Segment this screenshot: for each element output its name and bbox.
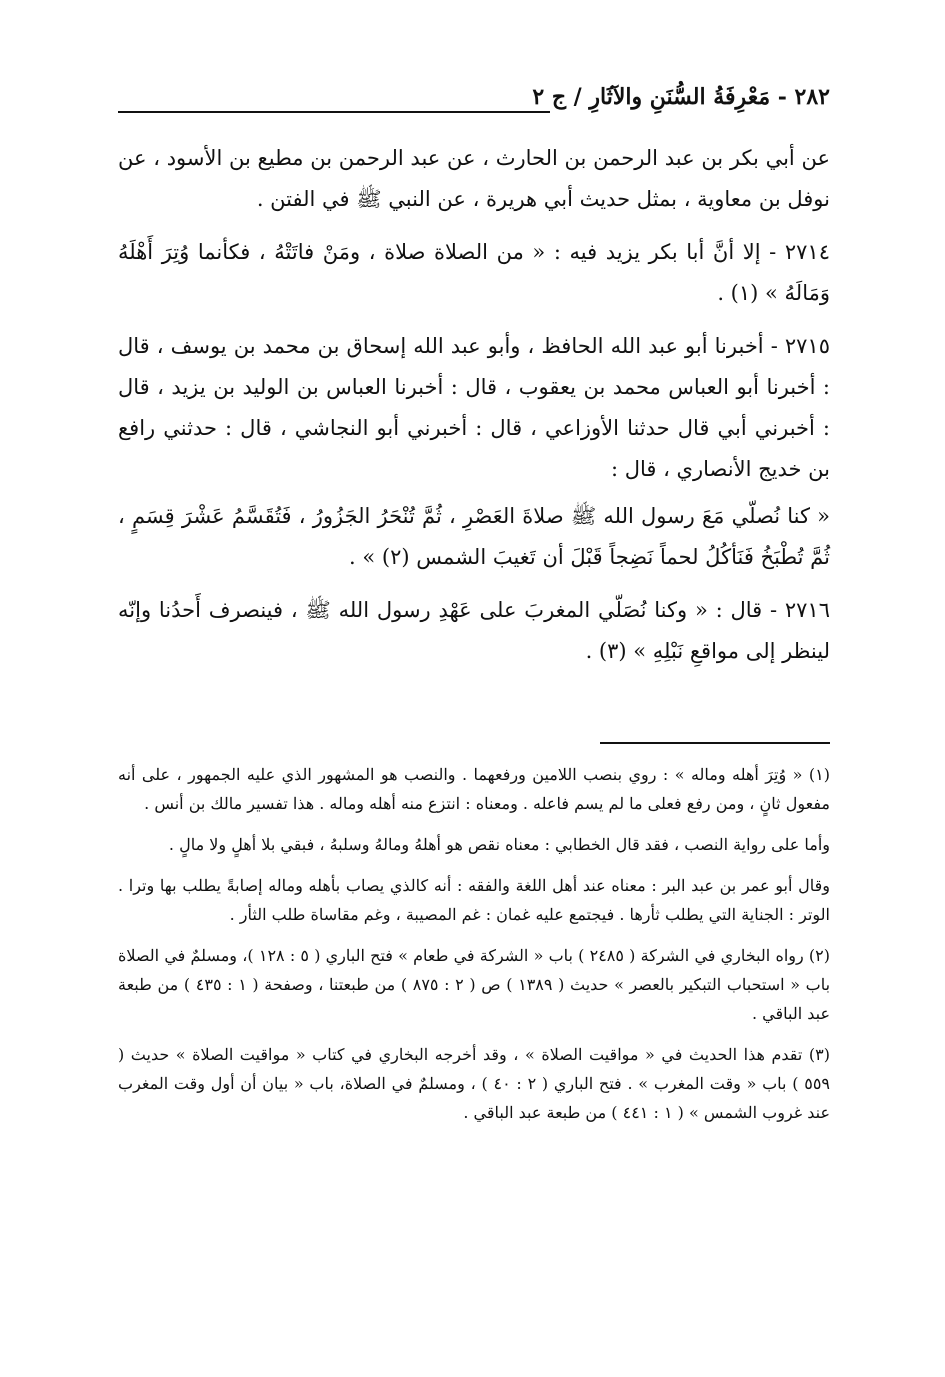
hadith-2714: ٢٧١٤ - إلا أنَّ أبا بكر يزيد فيه : « من الصلاة صلاة ، ومَنْ فاتَتْهُ ، فكأنما وُتِرَ أَهْلَهُ وَمَالَهُ » (١) . [118,240,830,305]
footnote-3: (٣) تقدم هذا الحديث في « مواقيت الصلاة » ، وقد أخرجه البخاري في كتاب « مواقيت الصلاة » حديث ( ٥٥٩ ) باب « وقت المغرب » . فتح الباري ( ٢ : ٤٠ ) ، ومسلمٌ في الصلاة، باب « بيان أن أول وقت المغرب عند غروب الشمس » ( ١ : ٤٤١ ) من طبعة عبد الباقي . [118,1045,831,1122]
hadith-2716: ٢٧١٦ - قال : « وكنا نُصَلّي المغربَ على عَهْدِ رسول الله ﷺ ، فينصرف أَحدُنا وإنّه لينظر إلى مواقعِ نَبْلِهِ » (٣) . [118,598,830,663]
footnote-2: (٢) رواه البخاري في الشركة ( ٢٤٨٥ ) باب « الشركة في طعام » فتح الباري ( ٥ : ١٢٨ )، ومسلمٌ في الصلاة باب « استحباب التبكير بالعصر » حديث ( ١٣٨٩ ) ص ( ٢ : ٨٧٥ ) من طبعتنا ، وصفحة ( ١ : ٤٣٥ ) من طبعة عبد الباقي . [118,946,831,1023]
footnote-1-continued: وأما على رواية النصب ، فقد قال الخطابي : معناه نقص هو أهلهُ ومالهُ وسلبهُ ، فبقي بلا أهلٍ ولا مالٍ . [168,835,830,854]
footnote-1: (١) « وُتِرَ أهله وماله » : روي بنصب اللامين ورفعهما . والنصب هو المشهور الذي عليه الجمهور ، على أنه مفعول ثانٍ ، ومن رفع فعلى ما لم يسم فاعله . ومعناه : انتزع منه أهله وماله . هذا تفسير مالك بن أنس . [118,765,830,813]
main-text [118,138,830,684]
hadith-2715-matn: « كنا نُصلّي مَعَ رسول الله ﷺ صلاةَ العَصْرِ ، ثُمَّ تُنْحَرُ الجَزُورُ ، فَتُقَسَّمُ عَشْرَ قِسَمٍ ، ثُمَّ تُطْبَخُ فَنَأكُلُ لحماً نَضِجاً قَبْلَ أن تَغيبَ الشمس (٢) » . [118,504,830,569]
running-header: ٢٨٢ - مَعْرِفَةُ السُّنَنِ والآثَارِ / ج ٢ [532,84,830,110]
header-rule [118,111,550,113]
footnote-1-continued-2: وقال أبو عمر بن عبد البر : معناه عند أهل اللغة والفقه : أنه كالذي يصاب بأهله وماله إصابةً يطلب بها وترا . الوتر : الجناية التي يطلب ثأرها . فيجتمع عليه غمان : غم المصيبة ، وغم مقاساة طلب الثأر . [118,876,830,924]
paragraph-isnad: عن أبي بكر بن عبد الرحمن بن الحارث ، عن عبد الرحمن بن مطيع بن الأسود ، عن نوفل بن معاوية ، بمثل حديث أبي هريرة ، عن النبي ﷺ في الفتن . [118,146,830,211]
hadith-2715-isnad: ٢٧١٥ - أخبرنا أبو عبد الله الحافظ ، وأبو عبد الله إسحاق بن محمد بن يوسف ، قال : أخبرنا أبو العباس محمد بن يعقوب ، قال : أخبرنا العباس بن الوليد بن يزيد ، قال : أخبرني أبي قال حدثنا الأوزاعي ، قال : أخبرني أبو النجاشي ، قال : حدثني رافع بن خديج الأنصاري ، قال : [118,334,830,481]
page-header [118,84,830,124]
footnotes [118,760,830,1139]
footnotes-rule [600,742,830,744]
